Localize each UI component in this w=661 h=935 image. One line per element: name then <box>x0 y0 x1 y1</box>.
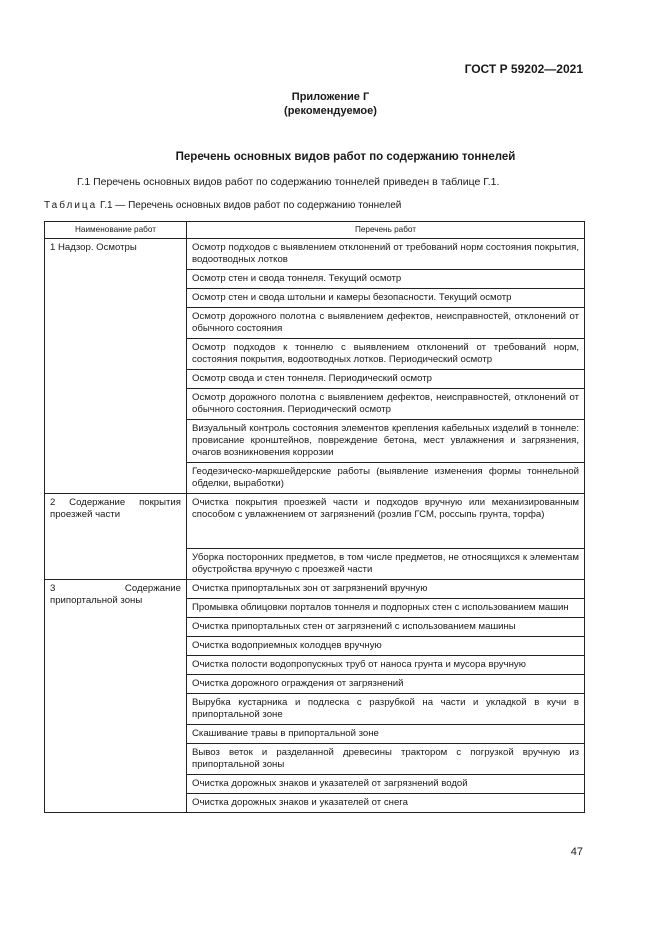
work-item: Осмотр дорожного полотна с выявлением дефектов, неисправностей, отклонений от обычного состояния. Периодический осмотр <box>187 389 585 420</box>
section-title: Перечень основных видов работ по содержанию тоннелей <box>175 151 516 163</box>
work-item: Промывка облицовки порталов тоннеля и подпорных стен с использованием машин <box>187 599 585 618</box>
work-item: Очистка водоприемных колодцев вручную <box>187 637 585 656</box>
work-group-name: 1 Надзор. Осмотры <box>45 239 187 494</box>
table-row <box>45 494 585 549</box>
document-standard-header: ГОСТ Р 59202—2021 <box>464 62 583 76</box>
header-work-name: Наименование работ <box>45 222 187 239</box>
work-group-name: 3 Содержание припортальной зоны <box>45 580 187 813</box>
table-caption-lead: Таблица <box>44 200 98 211</box>
work-item: Скашивание травы в припортальной зоне <box>187 725 585 744</box>
work-item: Вывоз веток и разделанной древесины трактором с погрузкой вручную из припортальной зоны <box>187 744 585 775</box>
work-item: Осмотр дорожного полотна с выявлением дефектов, неисправностей, отклонений от обычного состояния <box>187 308 585 339</box>
intro-paragraph: Г.1 Перечень основных видов работ по содержанию тоннелей приведен в таблице Г.1. <box>77 176 500 188</box>
table-body <box>45 239 585 813</box>
work-item: Осмотр подходов с выявлением отклонений от требований норм состояния покрытия, водоотводных лотков <box>187 239 585 270</box>
table-caption-text: Г.1 — Перечень основных видов работ по содержанию тоннелей <box>97 200 402 211</box>
table-row <box>45 239 585 270</box>
work-item: Уборка посторонних предметов, в том числе предметов, не относящихся к элементам обустройства вручную с проезжей части <box>187 549 585 580</box>
appendix-title: Приложение Г <box>291 91 370 103</box>
work-group-name: 2 Содержание покрытия проезжей части <box>45 494 187 580</box>
table-header-row <box>45 222 585 239</box>
works-table <box>44 221 585 813</box>
work-item: Геодезическо-маркшейдерские работы (выявление изменения формы тоннельной обделки, выработки) <box>187 463 585 494</box>
work-item: Очистка полости водопропускных труб от наноса грунта и мусора вручную <box>187 656 585 675</box>
work-item: Осмотр свода и стен тоннеля. Периодический осмотр <box>187 370 585 389</box>
work-item: Очистка дорожных знаков и указателей от загрязнений водой <box>187 775 585 794</box>
work-item: Осмотр стен и свода штольни и камеры безопасности. Текущий осмотр <box>187 289 585 308</box>
work-item: Осмотр подходов к тоннелю с выявлением отклонений от требований норм, состояния покрытия, водоотводных лотков. Периодический осмотр <box>187 339 585 370</box>
appendix-status: (рекомендуемое) <box>284 105 377 117</box>
appendix-heading <box>0 90 661 118</box>
work-item: Визуальный контроль состояния элементов крепления кабельных изделий в тоннеле: провисание кронштейнов, повреждение бетона, мест увлажнения и загрязнения, очагов возникновения коррозии <box>187 420 585 463</box>
header-work-list: Перечень работ <box>187 222 585 239</box>
page-number: 47 <box>570 846 583 858</box>
work-item: Осмотр стен и свода тоннеля. Текущий осмотр <box>187 270 585 289</box>
table-row <box>45 580 585 599</box>
work-item: Очистка покрытия проезжей части и подходов вручную или механизированным способом с увлажнением от загрязнений (розлив ГСМ, россыпь грунта, торфа) <box>187 494 585 549</box>
work-item: Очистка припортальных зон от загрязнений вручную <box>187 580 585 599</box>
work-item: Очистка припортальных стен от загрязнений с использованием машины <box>187 618 585 637</box>
work-item: Очистка дорожного ограждения от загрязнений <box>187 675 585 694</box>
table-caption <box>44 200 401 211</box>
work-item: Вырубка кустарника и подлеска с разрубкой на части и укладкой в кучи в припортальной зоне <box>187 694 585 725</box>
work-item: Очистка дорожных знаков и указателей от снега <box>187 794 585 813</box>
